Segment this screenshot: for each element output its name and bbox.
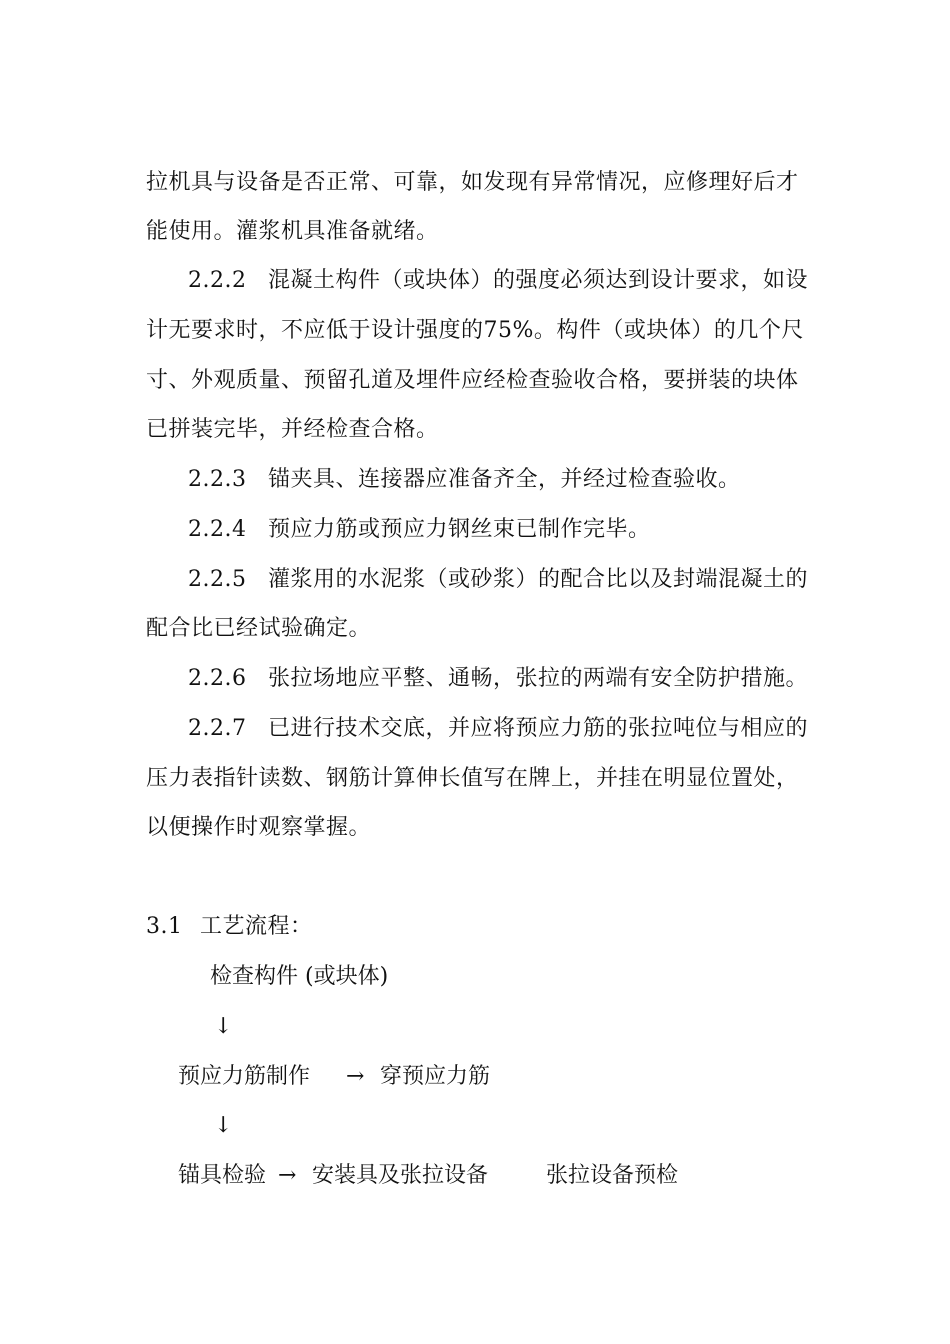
flow-step-anchor: 锚具检验 xyxy=(178,1163,267,1188)
clause-number: 2.2.6 xyxy=(188,666,247,691)
paragraph-line: 计无要求时，不应低于设计强度的75%。构件（或块体）的几个尺 xyxy=(146,318,804,343)
paragraph-line: 压力表指针读数、钢筋计算伸长值写在牌上，并挂在明显位置处， xyxy=(146,766,799,791)
clause-2-2-4 xyxy=(188,515,651,545)
clause-text: 已进行技术交底，并应将预应力筋的张拉吨位与相应的 xyxy=(268,716,809,741)
clause-2-2-6 xyxy=(188,664,808,694)
paragraph-line: 以便操作时观察掌握。 xyxy=(146,815,372,840)
paragraph-line: 拉机具与设备是否正常、可靠，如发现有异常情况，应修理好后才 xyxy=(146,170,799,195)
clause-number: 2.2.5 xyxy=(188,567,247,592)
section-number: 3.1 xyxy=(146,914,183,939)
flow-step-install: 安装具及张拉设备 xyxy=(312,1163,489,1188)
section-heading xyxy=(146,912,313,942)
paragraph-line: 已拼装完毕，并经检查合格。 xyxy=(146,417,439,442)
arrow-right-icon: → xyxy=(278,1163,297,1188)
flow-step-precheck: 张拉设备预检 xyxy=(546,1163,679,1188)
arrow-down-icon: ↓ xyxy=(214,1014,233,1039)
clause-number: 2.2.3 xyxy=(188,467,247,492)
clause-number: 2.2.4 xyxy=(188,517,247,542)
clause-text: 张拉场地应平整、通畅，张拉的两端有安全防护措施。 xyxy=(268,666,809,691)
paragraph-line: 能使用。灌浆机具准备就绪。 xyxy=(146,219,439,244)
arrow-right-icon: → xyxy=(346,1064,365,1089)
clause-2-2-5 xyxy=(188,565,808,595)
clause-text: 混凝土构件（或块体）的强度必须达到设计要求，如设 xyxy=(268,268,809,293)
clause-text: 灌浆用的水泥浆（或砂浆）的配合比以及封端混凝土的 xyxy=(268,567,809,592)
section-title: 工艺流程： xyxy=(200,914,313,939)
paragraph-line: 寸、外观质量、预留孔道及埋件应经检查验收合格，要拼装的块体 xyxy=(146,368,799,393)
flow-step-thread: 穿预应力筋 xyxy=(380,1064,491,1089)
clause-2-2-3 xyxy=(188,465,741,495)
clause-2-2-2 xyxy=(188,266,808,296)
paragraph-line: 配合比已经试验确定。 xyxy=(146,616,372,641)
clause-2-2-7 xyxy=(188,714,808,744)
arrow-down-icon: ↓ xyxy=(214,1113,233,1138)
clause-number: 2.2.7 xyxy=(188,716,247,741)
clause-text: 预应力筋或预应力钢丝束已制作完毕。 xyxy=(268,517,651,542)
flow-step-check: 检查构件 (或块体) xyxy=(210,964,389,989)
clause-text: 锚夹具、连接器应准备齐全，并经过检查验收。 xyxy=(268,467,741,492)
clause-number: 2.2.2 xyxy=(188,268,247,293)
flow-step-make: 预应力筋制作 xyxy=(178,1064,311,1089)
